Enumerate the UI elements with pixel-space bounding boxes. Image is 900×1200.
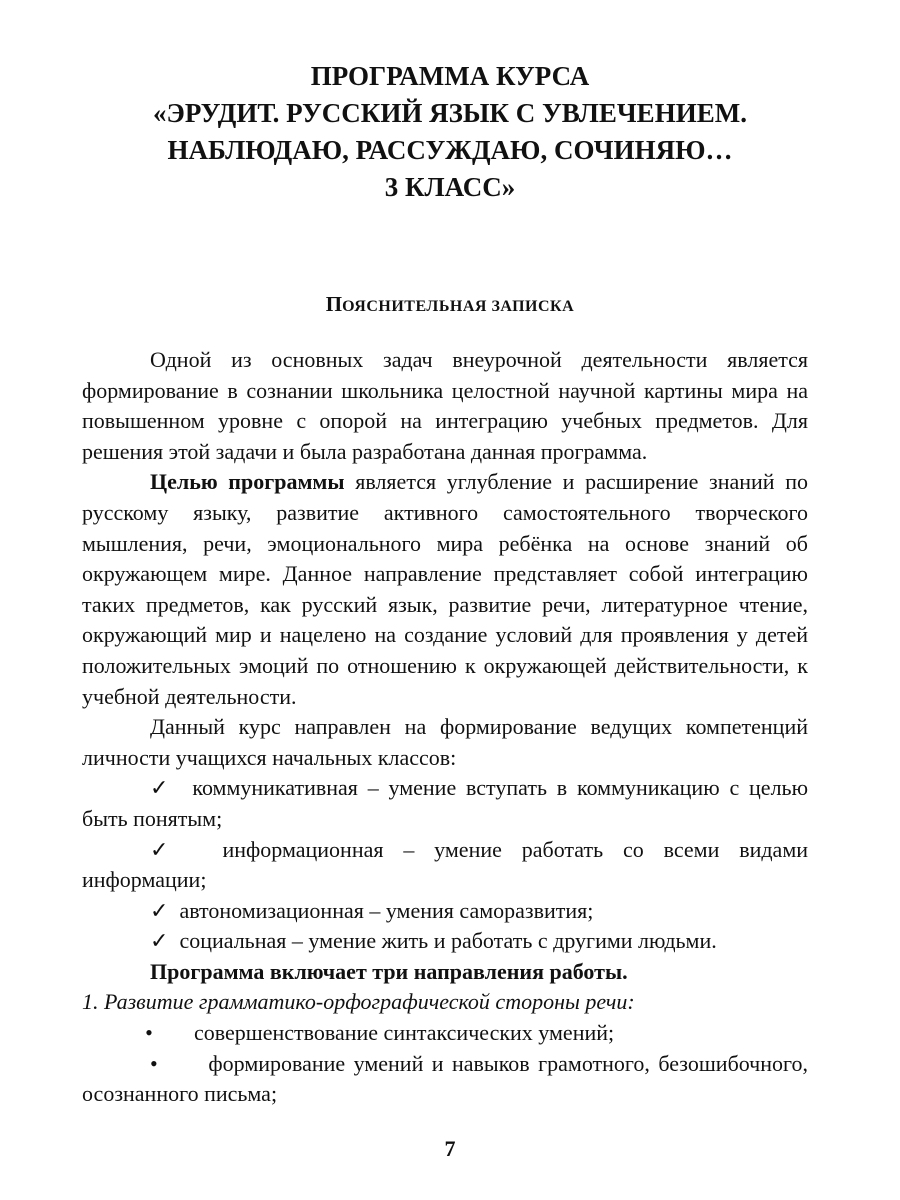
- competency-item: [82, 926, 808, 957]
- competency-item: [82, 896, 808, 927]
- page-number: 7: [444, 1136, 456, 1161]
- section-heading-initial: П: [325, 292, 343, 316]
- bullet-item: [82, 1049, 808, 1110]
- checkmark-icon: ✓: [150, 897, 169, 923]
- bullet-text: совершенствование синтаксических умений;: [194, 1020, 615, 1046]
- goal-bold-lead: Целью программы: [150, 469, 345, 495]
- competency-text: социальная – умение жить и работать с другими людьми.: [179, 928, 717, 954]
- section-heading-rest: ОЯСНИТЕЛЬНАЯ ЗАПИСКА: [342, 298, 575, 315]
- bullet-item: [82, 1018, 808, 1049]
- bullet-text: формирование умений и навыков грамотного, безошибочного, осознанного письма;: [82, 1050, 809, 1107]
- competency-item: [82, 773, 808, 834]
- paragraph-goal: [82, 467, 808, 712]
- direction-heading: 1. Развитие грамматико-орфографической стороны речи:: [82, 989, 635, 1015]
- paragraph-competencies: Данный курс направлен на формирование ведущих компетенций личности учащихся начальных классов:: [82, 714, 808, 770]
- section-heading: [0, 292, 900, 317]
- goal-text: является углубление и расширение знаний по русскому языку, развитие активного самостоятельного творческого мышления, речи, эмоционального мира ребёнка на основе знаний об окружающем мире. Данное направление представляет собой интеграцию таких предметов, как русский язык, развитие речи, литературное чтение, окружающий мир и нацелено на создание условий для проявления у детей положительных эмоций по отношению к окружающей действительности, к учебной деятельности.: [82, 469, 808, 709]
- competency-text: автономизационная – умения саморазвития;: [179, 897, 594, 923]
- body-text: [82, 345, 808, 1110]
- title-line-2: «ЭРУДИТ. РУССКИЙ ЯЗЫК С УВЛЕЧЕНИЕМ.: [153, 98, 747, 128]
- paragraph-intro: Одной из основных задач внеурочной деятельности является формирование в сознании школьника целостной научной картины мира на повышенном уровне с опорой на интеграцию учебных предметов. Для решения этой задачи и была разработана данная программа.: [82, 347, 808, 464]
- bullet-icon: •: [150, 1050, 158, 1076]
- title-line-1: ПРОГРАММА КУРСА: [310, 61, 590, 91]
- title-line-3: НАБЛЮДАЮ, РАССУЖДАЮ, СОЧИНЯЮ…: [167, 135, 733, 165]
- title-line-4: 3 КЛАСС»: [384, 172, 516, 202]
- competency-item: [82, 835, 808, 896]
- checkmark-icon: ✓: [150, 775, 173, 801]
- competency-text: коммуникативная – умение вступать в коммуникацию с целью быть понятым;: [82, 775, 809, 831]
- competency-text: информационная – умение работать со всеми видами информации;: [82, 836, 809, 893]
- document-title: [0, 58, 900, 206]
- bullet-icon: •: [145, 1020, 153, 1046]
- program-heading: Программа включает три направления работы.: [150, 958, 628, 984]
- checkmark-icon: ✓: [150, 836, 183, 862]
- checkmark-icon: ✓: [150, 928, 169, 954]
